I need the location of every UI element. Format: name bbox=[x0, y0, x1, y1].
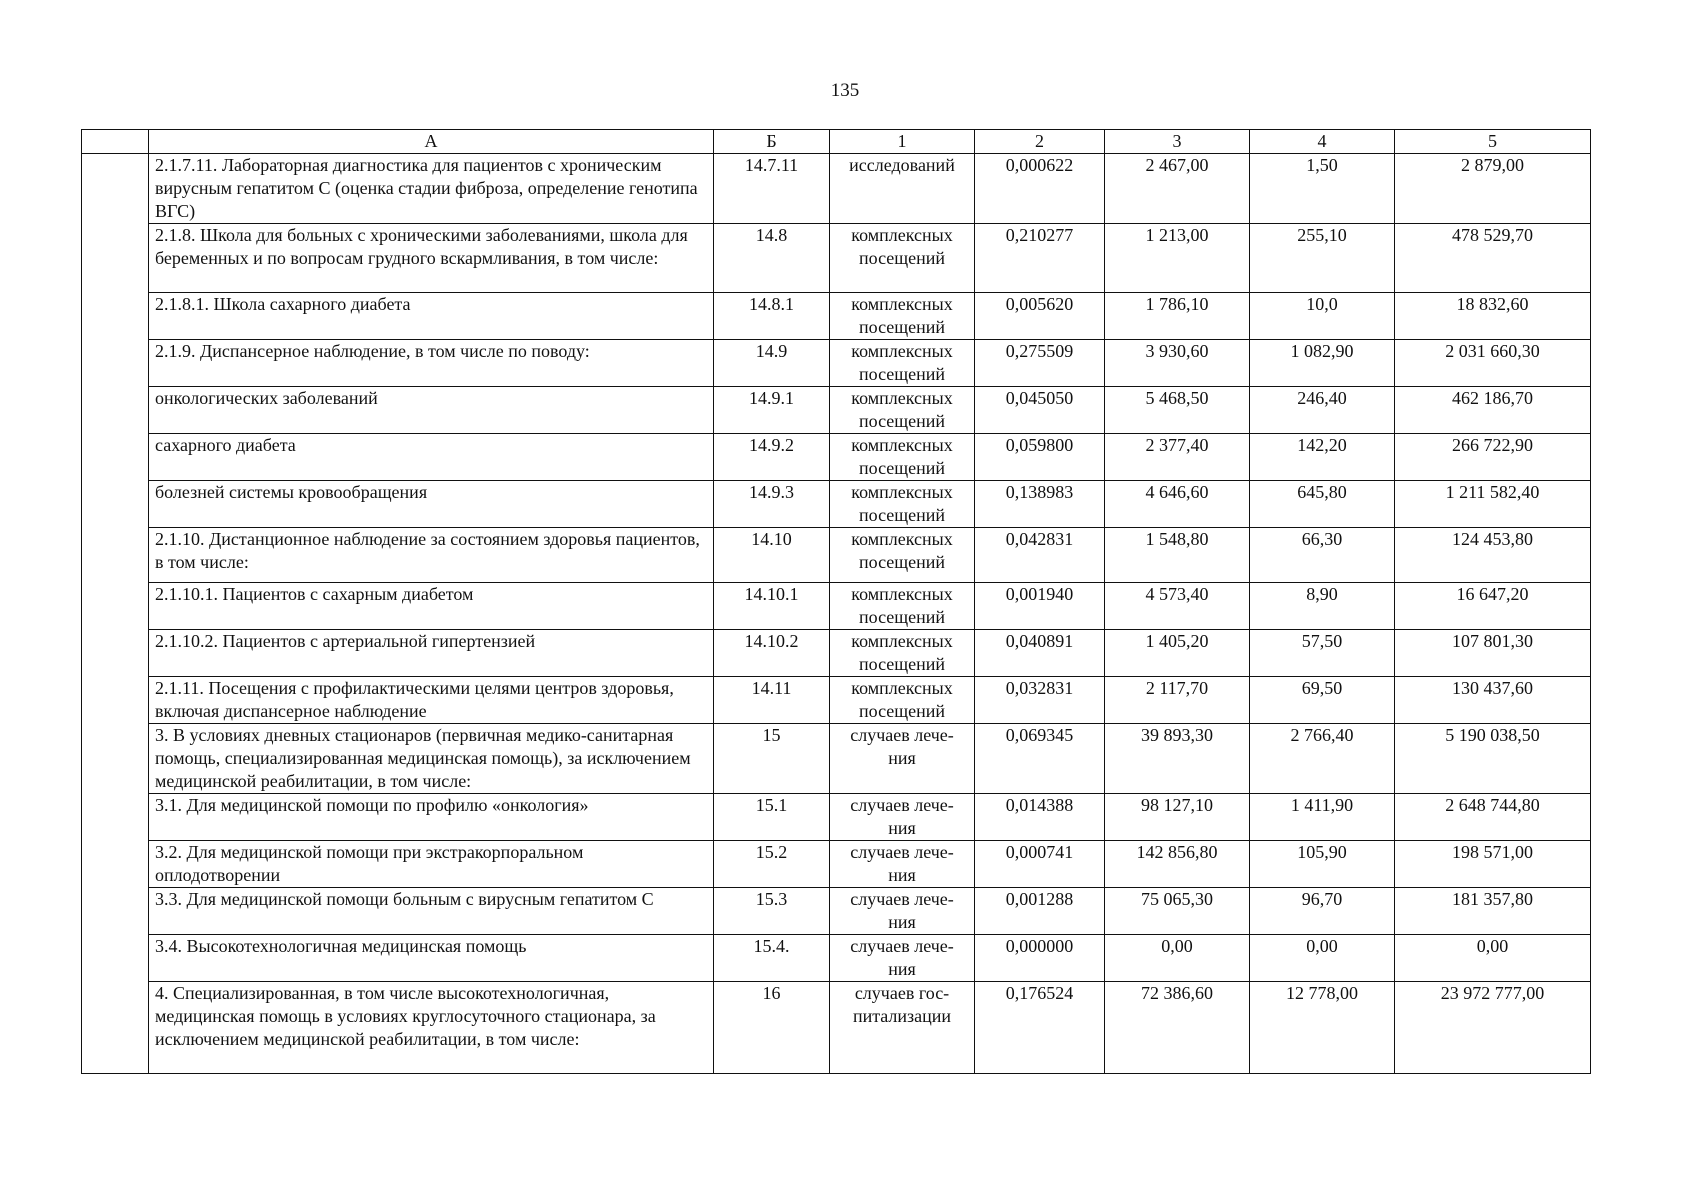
row-name-cell: 4. Специализированная, в том числе высокотехнологичная, медицинская помощь в условиях круглосуточного стационара, за исключением медицинской реабилитации, в том числе: bbox=[149, 982, 714, 1074]
row-col2-cell: 0,014388 bbox=[975, 794, 1105, 841]
header-cell: 2 bbox=[975, 130, 1105, 154]
row-col2-cell: 0,138983 bbox=[975, 481, 1105, 528]
row-unit-cell: случаев лече- ния bbox=[830, 841, 975, 888]
row-col4-cell: 12 778,00 bbox=[1250, 982, 1395, 1074]
row-col4-cell: 66,30 bbox=[1250, 528, 1395, 583]
row-code-cell: 14.10.1 bbox=[714, 583, 830, 630]
row-margin-cell bbox=[82, 387, 149, 434]
row-col2-cell: 0,042831 bbox=[975, 528, 1105, 583]
row-margin-cell bbox=[82, 434, 149, 481]
row-col5-cell: 181 357,80 bbox=[1395, 888, 1591, 935]
row-unit-cell: комплексных посещений bbox=[830, 387, 975, 434]
row-name-cell: онкологических заболеваний bbox=[149, 387, 714, 434]
row-unit-cell: случаев лече- ния bbox=[830, 794, 975, 841]
row-col4-cell: 246,40 bbox=[1250, 387, 1395, 434]
row-margin-cell bbox=[82, 935, 149, 982]
row-margin-cell bbox=[82, 888, 149, 935]
row-col4-cell: 0,00 bbox=[1250, 935, 1395, 982]
table-row bbox=[82, 935, 1591, 982]
row-name-cell: 3.3. Для медицинской помощи больным с вирусным гепатитом С bbox=[149, 888, 714, 935]
row-code-cell: 15.2 bbox=[714, 841, 830, 888]
row-margin-cell bbox=[82, 630, 149, 677]
row-col3-cell: 1 786,10 bbox=[1105, 293, 1250, 340]
row-name-cell: сахарного диабета bbox=[149, 434, 714, 481]
row-col3-cell: 2 467,00 bbox=[1105, 154, 1250, 224]
row-code-cell: 14.10 bbox=[714, 528, 830, 583]
row-margin-cell bbox=[82, 340, 149, 387]
table-row bbox=[82, 630, 1591, 677]
row-unit-cell: комплексных посещений bbox=[830, 340, 975, 387]
row-col4-cell: 1 411,90 bbox=[1250, 794, 1395, 841]
row-name-cell: 2.1.10. Дистанционное наблюдение за состоянием здоровья пациентов, в том числе: bbox=[149, 528, 714, 583]
row-unit-cell: случаев лече- ния bbox=[830, 935, 975, 982]
row-unit-cell: комплексных посещений bbox=[830, 224, 975, 293]
header-cell: А bbox=[149, 130, 714, 154]
row-col4-cell: 2 766,40 bbox=[1250, 724, 1395, 794]
row-col3-cell: 72 386,60 bbox=[1105, 982, 1250, 1074]
row-col4-cell: 142,20 bbox=[1250, 434, 1395, 481]
row-code-cell: 14.10.2 bbox=[714, 630, 830, 677]
row-margin-cell bbox=[82, 794, 149, 841]
row-col3-cell: 1 548,80 bbox=[1105, 528, 1250, 583]
row-code-cell: 14.11 bbox=[714, 677, 830, 724]
row-name-cell: 2.1.8. Школа для больных с хроническими заболеваниями, школа для беременных и по вопросам грудного вскармливания, в том числе: bbox=[149, 224, 714, 293]
row-col5-cell: 107 801,30 bbox=[1395, 630, 1591, 677]
row-col4-cell: 8,90 bbox=[1250, 583, 1395, 630]
row-col5-cell: 0,00 bbox=[1395, 935, 1591, 982]
row-col4-cell: 255,10 bbox=[1250, 224, 1395, 293]
table-row bbox=[82, 841, 1591, 888]
row-unit-cell: исследований bbox=[830, 154, 975, 224]
row-unit-cell: случаев гос- питализации bbox=[830, 982, 975, 1074]
row-margin-cell bbox=[82, 724, 149, 794]
row-col5-cell: 266 722,90 bbox=[1395, 434, 1591, 481]
row-col5-cell: 2 879,00 bbox=[1395, 154, 1591, 224]
row-name-cell: 2.1.10.2. Пациентов с артериальной гипертензией bbox=[149, 630, 714, 677]
row-col3-cell: 142 856,80 bbox=[1105, 841, 1250, 888]
row-col2-cell: 0,000000 bbox=[975, 935, 1105, 982]
row-col4-cell: 1,50 bbox=[1250, 154, 1395, 224]
row-code-cell: 14.8.1 bbox=[714, 293, 830, 340]
row-unit-cell: случаев лече- ния bbox=[830, 888, 975, 935]
page-number: 135 bbox=[830, 80, 860, 101]
row-name-cell: 2.1.9. Диспансерное наблюдение, в том числе по поводу: bbox=[149, 340, 714, 387]
row-unit-cell: комплексных посещений bbox=[830, 481, 975, 528]
row-col4-cell: 57,50 bbox=[1250, 630, 1395, 677]
row-col5-cell: 1 211 582,40 bbox=[1395, 481, 1591, 528]
row-unit-cell: комплексных посещений bbox=[830, 583, 975, 630]
header-cell: 1 bbox=[830, 130, 975, 154]
row-code-cell: 14.7.11 bbox=[714, 154, 830, 224]
row-col2-cell: 0,176524 bbox=[975, 982, 1105, 1074]
row-code-cell: 15.1 bbox=[714, 794, 830, 841]
table-row bbox=[82, 794, 1591, 841]
row-col3-cell: 0,00 bbox=[1105, 935, 1250, 982]
row-col3-cell: 75 065,30 bbox=[1105, 888, 1250, 935]
row-col4-cell: 1 082,90 bbox=[1250, 340, 1395, 387]
row-code-cell: 14.9.1 bbox=[714, 387, 830, 434]
row-col2-cell: 0,001940 bbox=[975, 583, 1105, 630]
row-col2-cell: 0,059800 bbox=[975, 434, 1105, 481]
row-name-cell: 2.1.8.1. Школа сахарного диабета bbox=[149, 293, 714, 340]
row-col3-cell: 1 213,00 bbox=[1105, 224, 1250, 293]
row-col3-cell: 4 573,40 bbox=[1105, 583, 1250, 630]
row-col3-cell: 5 468,50 bbox=[1105, 387, 1250, 434]
row-col3-cell: 1 405,20 bbox=[1105, 630, 1250, 677]
row-unit-cell: комплексных посещений bbox=[830, 434, 975, 481]
table-row bbox=[82, 154, 1591, 224]
row-code-cell: 16 bbox=[714, 982, 830, 1074]
row-code-cell: 14.9.3 bbox=[714, 481, 830, 528]
header-row bbox=[82, 130, 1591, 154]
row-col3-cell: 4 646,60 bbox=[1105, 481, 1250, 528]
header-cell: 5 bbox=[1395, 130, 1591, 154]
row-col5-cell: 478 529,70 bbox=[1395, 224, 1591, 293]
row-name-cell: 3.1. Для медицинской помощи по профилю «онкология» bbox=[149, 794, 714, 841]
row-col5-cell: 16 647,20 bbox=[1395, 583, 1591, 630]
row-col5-cell: 5 190 038,50 bbox=[1395, 724, 1591, 794]
row-col3-cell: 3 930,60 bbox=[1105, 340, 1250, 387]
row-col5-cell: 130 437,60 bbox=[1395, 677, 1591, 724]
row-col5-cell: 198 571,00 bbox=[1395, 841, 1591, 888]
row-col3-cell: 39 893,30 bbox=[1105, 724, 1250, 794]
row-margin-cell bbox=[82, 528, 149, 583]
row-name-cell: болезней системы кровообращения bbox=[149, 481, 714, 528]
row-unit-cell: случаев лече- ния bbox=[830, 724, 975, 794]
row-col2-cell: 0,000741 bbox=[975, 841, 1105, 888]
row-margin-cell bbox=[82, 583, 149, 630]
row-col4-cell: 645,80 bbox=[1250, 481, 1395, 528]
header-cell: Б bbox=[714, 130, 830, 154]
row-code-cell: 15 bbox=[714, 724, 830, 794]
row-unit-cell: комплексных посещений bbox=[830, 630, 975, 677]
row-code-cell: 15.4. bbox=[714, 935, 830, 982]
row-col4-cell: 10,0 bbox=[1250, 293, 1395, 340]
row-col5-cell: 18 832,60 bbox=[1395, 293, 1591, 340]
row-col2-cell: 0,005620 bbox=[975, 293, 1105, 340]
row-col2-cell: 0,001288 bbox=[975, 888, 1105, 935]
header-cell: 3 bbox=[1105, 130, 1250, 154]
row-col2-cell: 0,045050 bbox=[975, 387, 1105, 434]
table-row bbox=[82, 677, 1591, 724]
row-col5-cell: 462 186,70 bbox=[1395, 387, 1591, 434]
table-row bbox=[82, 340, 1591, 387]
row-margin-cell bbox=[82, 224, 149, 293]
row-col2-cell: 0,275509 bbox=[975, 340, 1105, 387]
row-col3-cell: 2 377,40 bbox=[1105, 434, 1250, 481]
row-col5-cell: 2 031 660,30 bbox=[1395, 340, 1591, 387]
row-name-cell: 2.1.10.1. Пациентов с сахарным диабетом bbox=[149, 583, 714, 630]
row-margin-cell bbox=[82, 481, 149, 528]
row-col2-cell: 0,032831 bbox=[975, 677, 1105, 724]
row-col4-cell: 105,90 bbox=[1250, 841, 1395, 888]
row-margin-cell bbox=[82, 841, 149, 888]
data-table bbox=[81, 129, 1591, 1074]
row-col5-cell: 2 648 744,80 bbox=[1395, 794, 1591, 841]
table-row bbox=[82, 224, 1591, 293]
header-cell bbox=[82, 130, 149, 154]
table-row bbox=[82, 387, 1591, 434]
table-row bbox=[82, 888, 1591, 935]
row-col5-cell: 23 972 777,00 bbox=[1395, 982, 1591, 1074]
row-col5-cell: 124 453,80 bbox=[1395, 528, 1591, 583]
table-row bbox=[82, 724, 1591, 794]
row-col2-cell: 0,069345 bbox=[975, 724, 1105, 794]
row-name-cell: 3.2. Для медицинской помощи при экстракорпоральном оплодотворении bbox=[149, 841, 714, 888]
row-margin-cell bbox=[82, 154, 149, 224]
row-unit-cell: комплексных посещений bbox=[830, 293, 975, 340]
row-col2-cell: 0,040891 bbox=[975, 630, 1105, 677]
row-name-cell: 2.1.7.11. Лабораторная диагностика для пациентов с хроническим вирусным гепатитом С (оценка стадии фиброза, определение генотипа ВГС) bbox=[149, 154, 714, 224]
table-row bbox=[82, 583, 1591, 630]
row-unit-cell: комплексных посещений bbox=[830, 528, 975, 583]
row-col2-cell: 0,210277 bbox=[975, 224, 1105, 293]
row-col4-cell: 96,70 bbox=[1250, 888, 1395, 935]
row-code-cell: 14.9.2 bbox=[714, 434, 830, 481]
row-margin-cell bbox=[82, 293, 149, 340]
row-code-cell: 14.8 bbox=[714, 224, 830, 293]
row-name-cell: 2.1.11. Посещения с профилактическими целями центров здоровья, включая диспансерное наблюдение bbox=[149, 677, 714, 724]
row-col3-cell: 98 127,10 bbox=[1105, 794, 1250, 841]
table-row bbox=[82, 434, 1591, 481]
row-code-cell: 14.9 bbox=[714, 340, 830, 387]
row-col3-cell: 2 117,70 bbox=[1105, 677, 1250, 724]
header-cell: 4 bbox=[1250, 130, 1395, 154]
row-name-cell: 3. В условиях дневных стационаров (первичная медико-санитарная помощь, специализированная медицинская помощь), за исключением медицинской реабилитации, в том числе: bbox=[149, 724, 714, 794]
row-margin-cell bbox=[82, 982, 149, 1074]
row-col4-cell: 69,50 bbox=[1250, 677, 1395, 724]
table-row bbox=[82, 982, 1591, 1074]
row-unit-cell: комплексных посещений bbox=[830, 677, 975, 724]
table-row bbox=[82, 293, 1591, 340]
table-row bbox=[82, 481, 1591, 528]
table-row bbox=[82, 528, 1591, 583]
row-col2-cell: 0,000622 bbox=[975, 154, 1105, 224]
row-code-cell: 15.3 bbox=[714, 888, 830, 935]
row-margin-cell bbox=[82, 677, 149, 724]
row-name-cell: 3.4. Высокотехнологичная медицинская помощь bbox=[149, 935, 714, 982]
